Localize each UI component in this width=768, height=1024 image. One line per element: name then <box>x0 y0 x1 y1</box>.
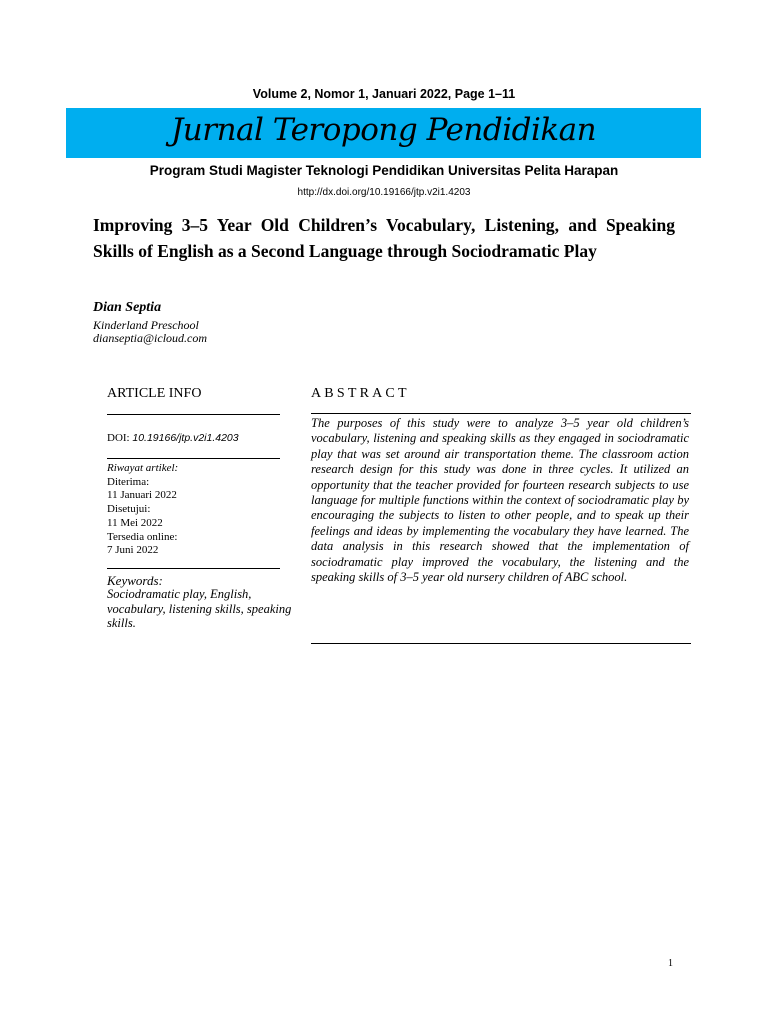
volume-line: Volume 2, Nomor 1, Januari 2022, Page 1–11 <box>252 87 516 101</box>
received-date: 11 Januari 2022 <box>107 489 177 502</box>
article-info-heading: ARTICLE INFO <box>107 386 202 401</box>
page-number: 1 <box>668 958 673 969</box>
author-name: Dian Septia <box>93 300 162 315</box>
info-divider-top <box>107 414 280 415</box>
journal-name: Jurnal Teropong Pendidikan <box>170 112 597 148</box>
info-divider-mid <box>107 458 280 459</box>
online-date: 7 Juni 2022 <box>107 544 159 557</box>
doi-label: DOI: <box>107 432 130 444</box>
article-doi <box>107 432 239 444</box>
doi-value[interactable]: 10.19166/jtp.v2i1.4203 <box>132 432 239 444</box>
info-divider-bottom <box>107 568 280 569</box>
online-label: Tersedia online: <box>107 530 178 543</box>
keywords-label: Keywords: <box>107 573 163 588</box>
accepted-label: Disetujui: <box>107 503 151 516</box>
history-label: Riwayat artikel: <box>107 462 179 474</box>
program-name: Program Studi Magister Teknologi Pendidikan Universitas Pelita Harapan <box>149 163 619 178</box>
article-title: Improving 3–5 Year Old Children’s Vocabulary, Listening, and Speaking Skills of English as a Second Language through Sociodramatic Play <box>93 215 675 261</box>
author-affiliation: Kinderland Preschool <box>93 318 199 332</box>
abstract-divider-bottom <box>311 643 691 644</box>
received-label: Diterima: <box>107 475 150 488</box>
accepted-date: 11 Mei 2022 <box>107 516 163 529</box>
abstract-heading: ABSTRACT <box>311 386 410 401</box>
article-history <box>107 462 178 558</box>
author-email[interactable]: dianseptia@icloud.com <box>93 331 208 345</box>
abstract-text: The purposes of this study were to analyze 3–5 year old children’s vocabulary, listening and speaking skills as they engaged in sociodramatic play that was set around air transportation theme. The classroom action research design for this study was done in three cycles. It utilized an opportunity that the teacher provided for fourteen research subjects to use language for multiple functions within the context of sociodramatic play by encouraging the subjects to listen to other people, and to speak up their feelings and ideas by implementing the vocabulary they have learned. The data analysis in this research showed that the implementation of sociodramatic play improved the vocabulary, the listening and the speaking skills of 3–5 year old nursery children of ABC school. <box>311 416 689 585</box>
doi-url[interactable]: http://dx.doi.org/10.19166/jtp.v2i1.4203 <box>297 187 471 198</box>
abstract-divider-top <box>311 413 691 414</box>
keywords-text: Sociodramatic play, English, vocabulary, listening skills, speaking skills. <box>107 587 292 630</box>
